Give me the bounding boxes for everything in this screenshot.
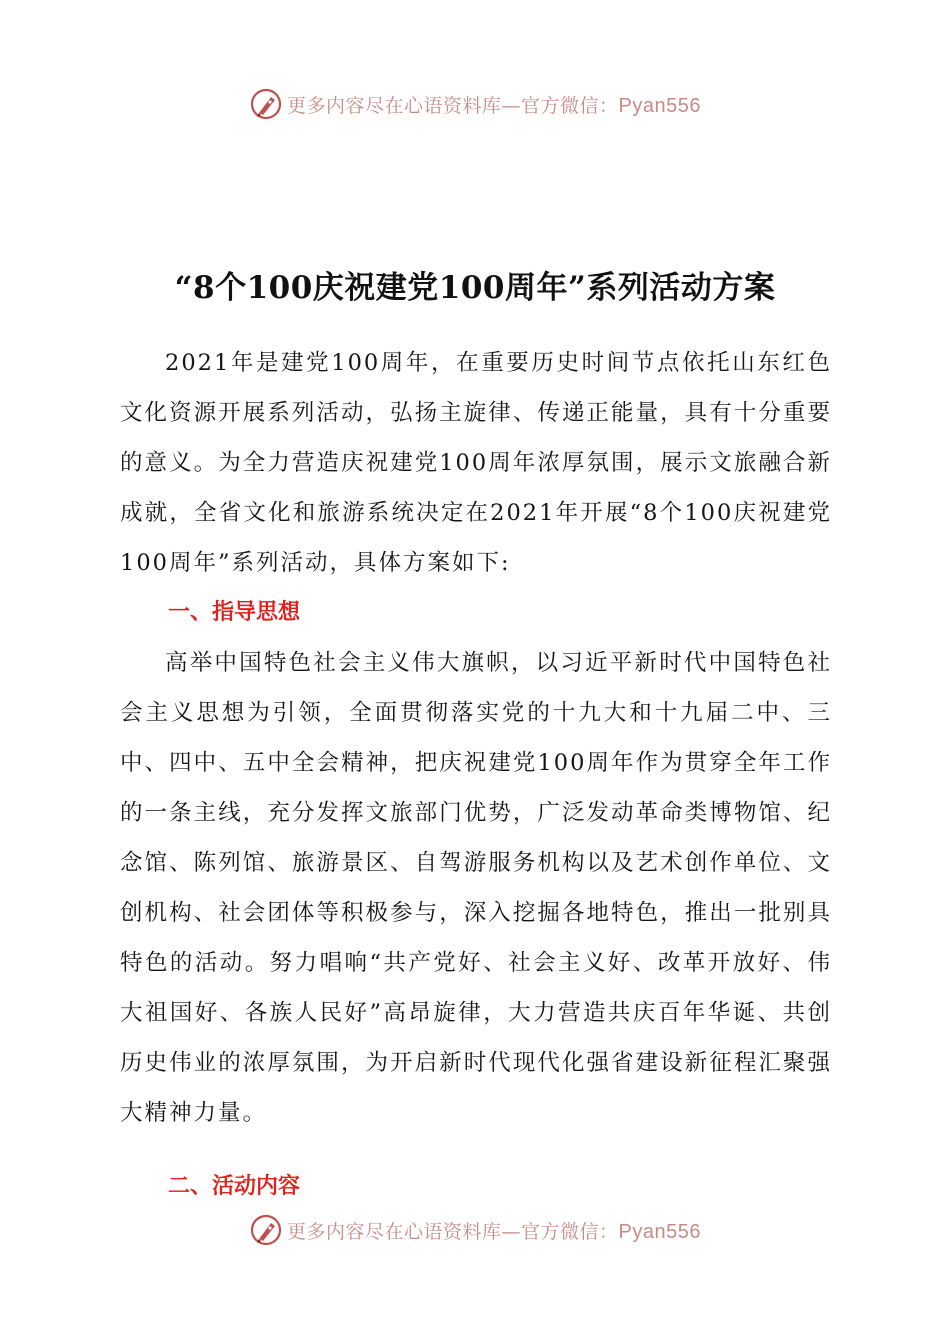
watermark-text: 更多内容尽在心语资料库—官方微信：Pyan556: [287, 94, 701, 117]
pen-nib-logo-icon: [249, 1213, 283, 1247]
guiding-ideology-paragraph: 高举中国特色社会主义伟大旗帜，以习近平新时代中国特色社会主义思想为引领，全面贯彻落实党的十九大和十九届二中、三中、四中、五中全会精神，把庆祝建党100周年作为贯穿全年工作的一条主线，充分发挥文旅部门优势，广泛发动革命类博物馆、纪念馆、陈列馆、旅游景区、自驾游服务机构以及艺术创作单位、文创机构、社会团体等积极参与，深入挖掘各地特色，推出一批别具特色的活动。努力唱响“共产党好、社会主义好、改革开放好、伟大祖国好、各族人民好”高昂旋律，大力营造共庆百年华诞、共创历史伟业的浓厚氛围，为开启新时代现代化强省建设新征程汇聚强大精神力量。: [120, 650, 832, 1126]
document-body: [120, 338, 832, 1212]
watermark-banner-top: [0, 82, 950, 126]
section-heading-activity-content: 二、活动内容: [168, 1174, 301, 1199]
document-title: “8个100庆祝建党100周年”系列活动方案: [174, 270, 776, 306]
watermark-banner-bottom: [0, 1208, 950, 1252]
watermark-text: 更多内容尽在心语资料库—官方微信：Pyan556: [287, 1220, 701, 1243]
section-heading-guiding-ideology: 一、指导思想: [168, 600, 301, 625]
wechat-id: Pyan556: [618, 1220, 701, 1243]
pen-nib-logo-icon: [249, 87, 283, 121]
wechat-id: Pyan556: [618, 94, 701, 117]
intro-paragraph: 2021年是建党100周年，在重要历史时间节点依托山东红色文化资源开展系列活动，弘扬主旋律、传递正能量，具有十分重要的意义。为全力营造庆祝建党100周年浓厚氛围，展示文旅融合新成就，全省文化和旅游系统决定在2021年开展“8个100庆祝建党100周年”系列活动，具体方案如下:: [120, 350, 832, 576]
